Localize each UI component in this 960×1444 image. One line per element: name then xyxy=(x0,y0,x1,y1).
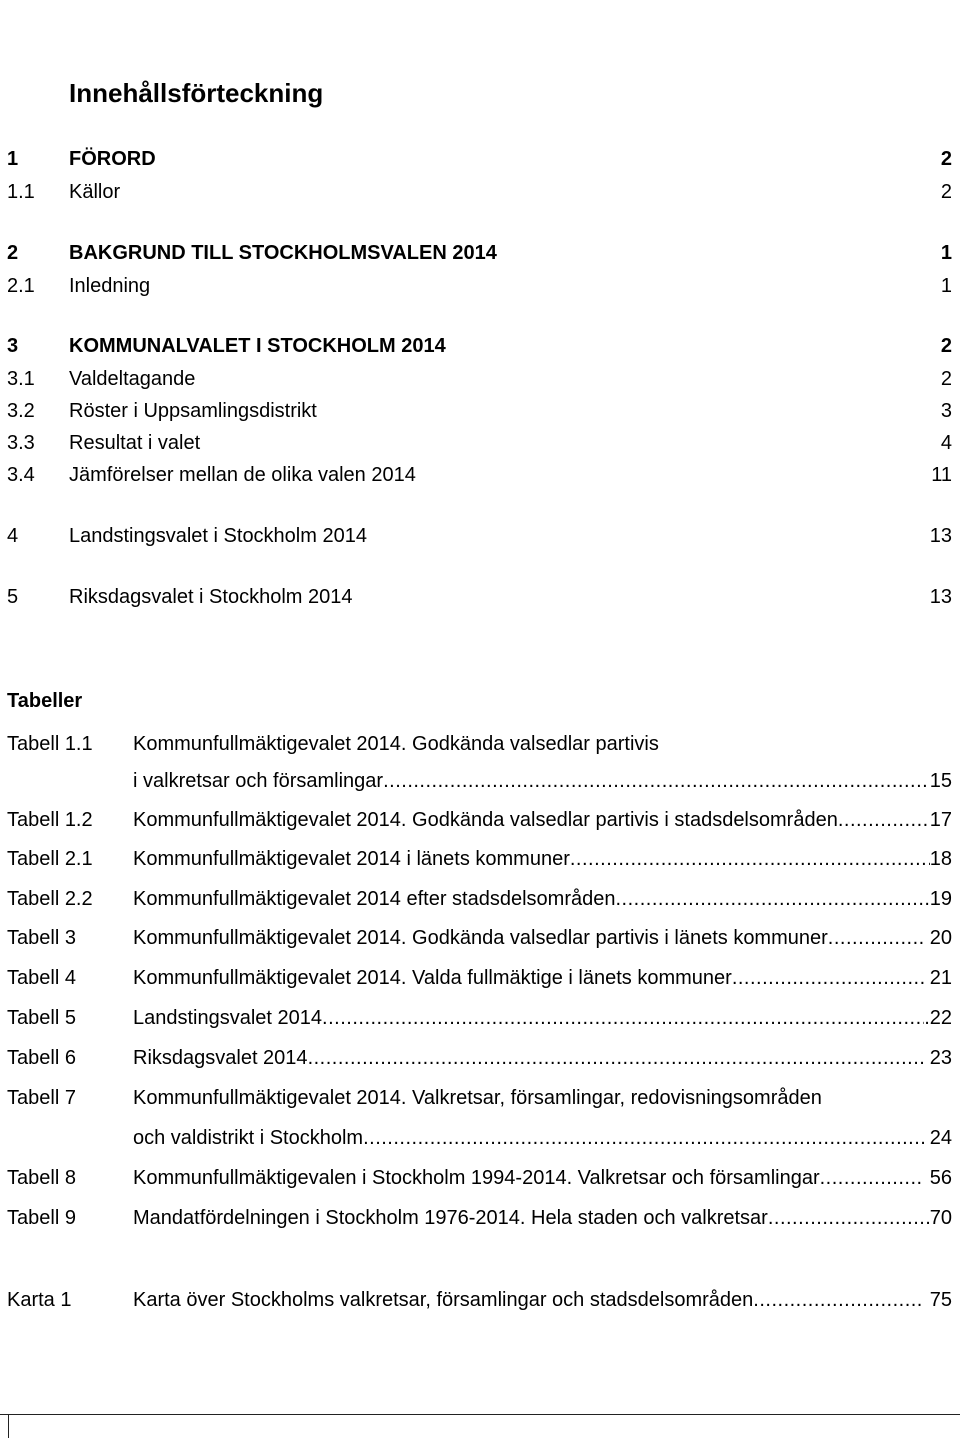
toc-page: 2 xyxy=(940,335,952,357)
table-page: 18 xyxy=(929,848,952,870)
toc-entry[interactable]: Landstingsvalet i Stockholm 2014 xyxy=(69,525,367,547)
table-entry[interactable] xyxy=(133,967,952,990)
table-label: Tabell 8 xyxy=(7,1167,76,1189)
toc-entry[interactable]: Röster i Uppsamlingsdistrikt xyxy=(69,400,317,422)
table-entry[interactable] xyxy=(133,1007,952,1030)
table-entry-line[interactable] xyxy=(133,733,952,756)
table-entry[interactable] xyxy=(133,888,952,911)
toc-number: 3.2 xyxy=(7,400,35,422)
toc-number: 5 xyxy=(7,586,19,608)
table-entry[interactable] xyxy=(133,1127,952,1150)
table-entry[interactable] xyxy=(133,848,952,871)
table-title: Kommunfullmäktigevalet 2014 i länets kommuner xyxy=(133,848,570,870)
toc-entry[interactable]: Valdeltagande xyxy=(69,368,196,390)
table-title: Riksdagsvalet 2014 xyxy=(133,1047,308,1069)
toc-number: 3.3 xyxy=(7,432,35,454)
dot-leader xyxy=(838,809,930,832)
table-page: 23 xyxy=(924,1047,952,1069)
table-title-continued: i valkretsar och församlingar xyxy=(133,770,384,792)
table-page: 19 xyxy=(929,888,952,910)
table-label: Tabell 5 xyxy=(7,1007,76,1029)
toc-page: 1 xyxy=(940,275,952,297)
toc-page: 2 xyxy=(940,148,952,170)
table-entry[interactable] xyxy=(133,927,952,950)
table-label: Tabell 3 xyxy=(7,927,76,949)
toc-number: 1 xyxy=(7,148,19,170)
section-heading-tables: Tabeller xyxy=(7,690,83,712)
toc-number: 1.1 xyxy=(7,181,35,203)
table-title: Kommunfullmäktigevalet 2014. Valkretsar, församlingar, redovisningsområden xyxy=(133,1087,822,1109)
toc-entry[interactable]: Jämförelser mellan de olika valen 2014 xyxy=(69,464,416,486)
table-title: Kommunfullmäktigevalen i Stockholm 1994-2014. Valkretsar och församlingar xyxy=(133,1167,820,1189)
toc-page: 13 xyxy=(929,525,952,547)
toc-entry[interactable]: FÖRORD xyxy=(69,148,156,170)
toc-page: 2 xyxy=(940,368,952,390)
toc-number: 2.1 xyxy=(7,275,35,297)
table-label: Tabell 4 xyxy=(7,967,76,989)
table-label: Tabell 2.2 xyxy=(7,888,93,910)
dot-leader xyxy=(383,770,930,793)
toc-entry[interactable]: Inledning xyxy=(69,275,151,297)
toc-number: 3 xyxy=(7,335,19,357)
table-title: Landstingsvalet 2014 xyxy=(133,1007,323,1029)
table-page: .22 xyxy=(924,1007,952,1029)
table-title: Kommunfullmäktigevalet 2014. Valda fullmäktige i länets kommuner xyxy=(133,967,732,989)
map-title: Karta över Stockholms valkretsar, församlingar och stadsdelsområden xyxy=(133,1289,754,1311)
table-entry[interactable] xyxy=(133,1167,952,1190)
table-label: Tabell 1.2 xyxy=(7,809,93,831)
table-label: Tabell 7 xyxy=(7,1087,76,1109)
table-entry-line[interactable] xyxy=(133,1087,952,1110)
toc-entry[interactable]: Resultat i valet xyxy=(69,432,201,454)
toc-page: 2 xyxy=(940,181,952,203)
table-title: Kommunfullmäktigevalet 2014 efter stadsdelsområden xyxy=(133,888,616,910)
table-label: Tabell 2.1 xyxy=(7,848,93,870)
toc-page: 4 xyxy=(940,432,952,454)
table-page: 56 xyxy=(924,1167,952,1189)
toc-number: 3.4 xyxy=(7,464,35,486)
table-label: Tabell 6 xyxy=(7,1047,76,1069)
dot-leader xyxy=(363,1127,924,1150)
table-title: Mandatfördelningen i Stockholm 1976-2014. Hela staden och valkretsar xyxy=(133,1207,768,1229)
table-page: 21 xyxy=(924,967,952,989)
footer-corner-mark xyxy=(8,1414,9,1438)
table-title: Kommunfullmäktigevalet 2014. Godkända valsedlar partivis xyxy=(133,733,659,755)
dot-leader xyxy=(322,1007,924,1030)
toc-number: 4 xyxy=(7,525,19,547)
table-entry[interactable] xyxy=(133,809,952,832)
map-label: Karta 1 xyxy=(7,1289,72,1311)
map-entry[interactable] xyxy=(133,1289,952,1312)
dot-leader xyxy=(615,888,929,911)
table-entry[interactable] xyxy=(133,770,952,793)
dot-leader xyxy=(570,848,930,871)
dot-leader xyxy=(768,1207,930,1230)
toc-page: 11 xyxy=(931,464,952,486)
footer-divider xyxy=(0,1414,960,1415)
map-page: 75 xyxy=(924,1289,952,1311)
table-entry[interactable] xyxy=(133,1207,952,1230)
table-title-continued: och valdistrikt i Stockholm xyxy=(133,1127,364,1149)
table-title: Kommunfullmäktigevalet 2014. Godkända valsedlar partivis i stadsdelsområden xyxy=(133,809,838,831)
table-page: 20 xyxy=(924,927,952,949)
page-title: Innehållsförteckning xyxy=(69,78,324,108)
table-page: 17 xyxy=(929,809,952,831)
table-entry[interactable] xyxy=(133,1047,952,1070)
table-page: 24 xyxy=(924,1127,952,1149)
toc-entry[interactable]: Källor xyxy=(69,181,121,203)
toc-page: 3 xyxy=(940,400,952,422)
toc-entry[interactable]: BAKGRUND TILL STOCKHOLMSVALEN 2014 xyxy=(69,242,497,264)
table-label: Tabell 1.1 xyxy=(7,733,93,755)
toc-entry[interactable]: Riksdagsvalet i Stockholm 2014 xyxy=(69,586,353,608)
toc-number: 3.1 xyxy=(7,368,35,390)
toc-page: 13 xyxy=(929,586,952,608)
table-page: 15 xyxy=(929,770,952,792)
dot-leader xyxy=(753,1289,924,1312)
dot-leader xyxy=(828,927,924,950)
toc-page: 1 xyxy=(940,242,952,264)
toc-entry[interactable]: KOMMUNALVALET I STOCKHOLM 2014 xyxy=(69,335,446,357)
table-title: Kommunfullmäktigevalet 2014. Godkända valsedlar partivis i länets kommuner xyxy=(133,927,828,949)
dot-leader xyxy=(732,967,924,990)
dot-leader xyxy=(820,1167,925,1190)
table-page: 70 xyxy=(929,1207,952,1229)
dot-leader xyxy=(308,1047,925,1070)
table-label: Tabell 9 xyxy=(7,1207,76,1229)
toc-number: 2 xyxy=(7,242,19,264)
